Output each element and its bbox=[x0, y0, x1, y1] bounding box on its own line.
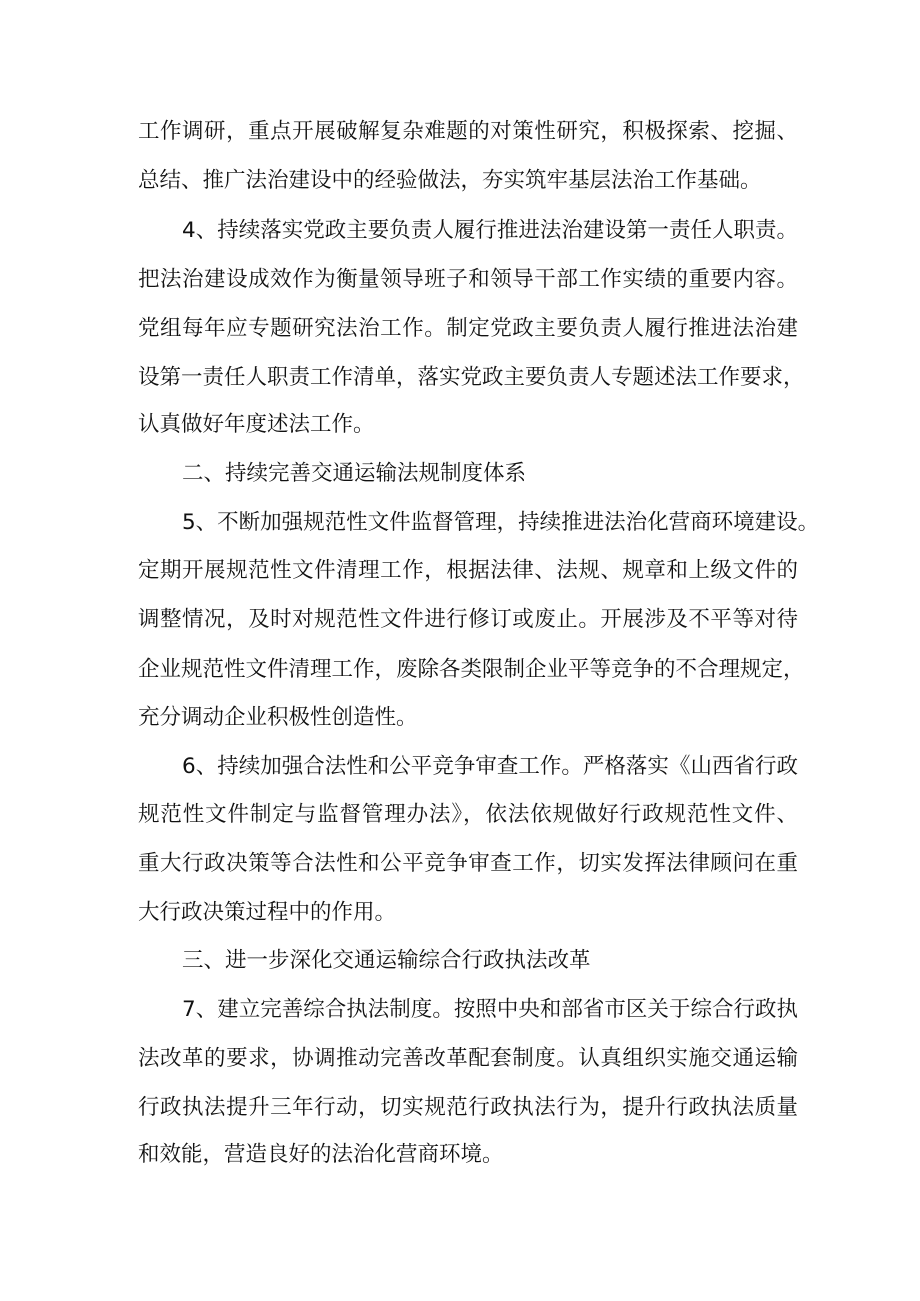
paragraph-line: 认真做好年度述法工作。 bbox=[138, 412, 375, 437]
paragraph-line: 把法治建设成效作为衡量领导班子和领导干部工作实绩的重要内容。 bbox=[138, 267, 798, 292]
paragraph-line: 规范性文件制定与监督管理办法》，依法依规做好行政规范性文件、 bbox=[138, 802, 798, 827]
paragraph-line: 大行政决策过程中的作用。 bbox=[138, 900, 397, 925]
paragraph-line: 5、不断加强规范性文件监督管理，持续推进法治化营商环境建设。 bbox=[182, 510, 820, 535]
paragraph-line: 6、持续加强合法性和公平竞争审查工作。严格落实《山西省行政 bbox=[182, 754, 798, 779]
section-heading: 二、持续完善交通运输法规制度体系 bbox=[182, 461, 527, 486]
paragraph-line: 和效能，营造良好的法治化营商环境。 bbox=[138, 1142, 504, 1167]
paragraph-line: 重大行政决策等合法性和公平竞争审查工作，切实发挥法律顾问在重 bbox=[138, 851, 798, 876]
paragraph-line: 调整情况，及时对规范性文件进行修订或废止。开展涉及不平等对待 bbox=[138, 607, 798, 632]
paragraph-line: 4、持续落实党政主要负责人履行推进法治建设第一责任人职责。 bbox=[182, 218, 798, 243]
paragraph-line: 定期开展规范性文件清理工作，根据法律、法规、规章和上级文件的 bbox=[138, 558, 798, 583]
paragraph-line: 法改革的要求，协调推动完善改革配套制度。认真组织实施交通运输 bbox=[138, 1046, 798, 1071]
paragraph-line: 党组每年应专题研究法治工作。制定党政主要负责人履行推进法治建 bbox=[138, 316, 798, 341]
section-heading: 三、进一步深化交通运输综合行政执法改革 bbox=[182, 948, 591, 973]
paragraph-line: 行政执法提升三年行动，切实规范行政执法行为，提升行政执法质量 bbox=[138, 1095, 798, 1120]
paragraph-line: 工作调研，重点开展破解复杂难题的对策性研究，积极探索、挖掘、 bbox=[138, 119, 798, 144]
paragraph-line: 设第一责任人职责工作清单，落实党政主要负责人专题述法工作要求， bbox=[138, 365, 805, 390]
paragraph-line: 企业规范性文件清理工作，废除各类限制企业平等竞争的不合理规定， bbox=[138, 657, 805, 682]
paragraph-line: 7、建立完善综合执法制度。按照中央和部省市区关于综合行政执 bbox=[182, 997, 798, 1022]
paragraph-line: 总结、推广法治建设中的经验做法，夯实筑牢基层法治工作基础。 bbox=[138, 168, 762, 193]
paragraph-line: 充分调动企业积极性创造性。 bbox=[138, 705, 418, 730]
